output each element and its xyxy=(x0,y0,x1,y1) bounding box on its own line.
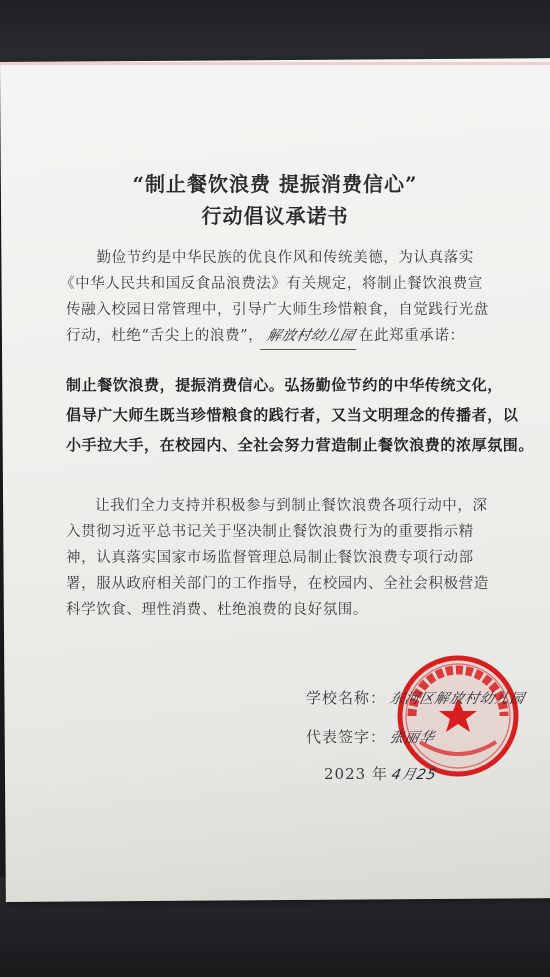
action-line-5: 科学饮食、理性消费、杜绝浪费的良好氛围。 xyxy=(66,602,368,618)
pledge-line-2: 倡导广大师生既当珍惜粮食的践行者，又当文明理念的传播者，以 xyxy=(66,406,519,424)
school-name-handwritten: 东河区解放村幼儿园 xyxy=(388,691,527,707)
date-row xyxy=(324,763,441,784)
pledge-paragraph xyxy=(66,370,535,460)
representative-signature: 张丽华 xyxy=(388,730,437,746)
intro-paragraph xyxy=(60,245,516,350)
school-name-row xyxy=(306,687,529,708)
date-handwritten: 4月25 xyxy=(390,767,439,783)
action-line-2: 入贯彻习近平总书记关于坚决制止餐饮浪费行为的重要指示精 xyxy=(66,524,474,540)
action-paragraph xyxy=(66,493,506,623)
intro-line-3: 传融入校园日常管理中，引导广大师生珍惜粮食，自觉践行光盘 xyxy=(66,302,489,318)
handwritten-school-name: 解放村幼儿园 xyxy=(260,323,361,350)
action-line-1: 让我们全力支持并积极参与到制止餐饮浪费各项行动中，深 xyxy=(95,498,488,514)
representative-label: 代表签字： xyxy=(306,728,387,746)
document-subtitle: 行动倡议承诺书 xyxy=(201,204,349,228)
intro-line-2: 《中华人民共和国反食品浪费法》有关规定，将制止餐饮浪费宣 xyxy=(60,276,483,292)
representative-row xyxy=(306,726,439,747)
page-edge-tint xyxy=(0,62,550,65)
pledge-line-3: 小手拉大手，在校园内、全社会努力营造制止餐饮浪费的浓厚氛围。 xyxy=(66,436,535,454)
action-line-4: 署，服从政府相关部门的工作指导，在校园内、全社会积极营造 xyxy=(66,576,489,592)
intro-line-4 xyxy=(66,323,516,350)
intro-line-1: 勤俭节约是中华民族的优良作风和传统美德，为认真落实 xyxy=(96,250,474,266)
school-name-label: 学校名称： xyxy=(306,689,387,707)
date-year: 2023 年 xyxy=(324,765,388,783)
document-title: “制止餐饮浪费 提振消费信心” xyxy=(132,172,418,196)
pledge-line-1: 制止餐饮浪费，提振消费信心。弘扬勤俭节约的中华传统文化， xyxy=(66,376,503,394)
action-line-3: 神，认真落实国家市场监督管理总局制止餐饮浪费专项行动部 xyxy=(66,550,474,566)
intro-line-4-end: 在此郑重承诺： xyxy=(358,328,465,344)
intro-line-4-start: 行动，杜绝“舌尖上的浪费”， xyxy=(66,328,264,344)
